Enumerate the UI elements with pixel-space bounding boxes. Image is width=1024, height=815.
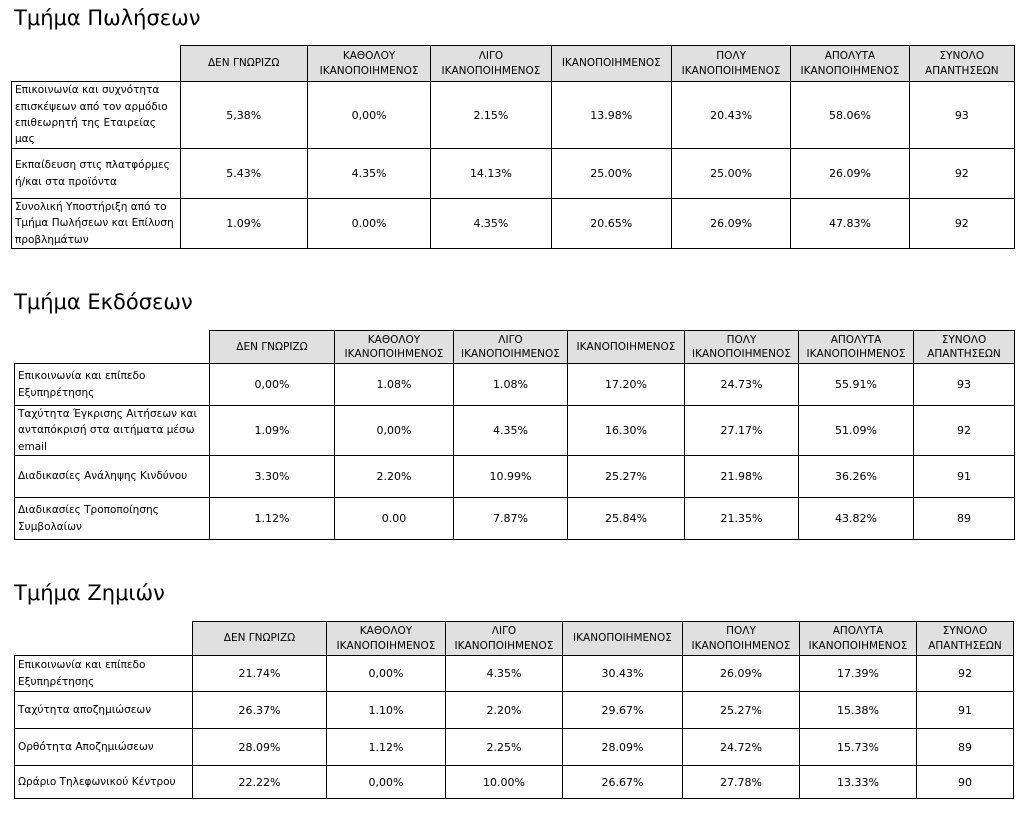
value-cell: 55.91%: [799, 364, 914, 406]
row-label: Διαδικασίες Τροποποίησης Συμβολαίων: [15, 498, 210, 540]
table-row: [12, 82, 1015, 149]
value-cell: 24.73%: [685, 364, 799, 406]
table-row: [15, 766, 1014, 799]
value-cell: 1.10%: [327, 692, 446, 729]
value-cell: 0,00%: [327, 766, 446, 799]
table-row: [15, 498, 1015, 540]
value-cell: 1.08%: [335, 364, 454, 406]
column-header: ΔΕΝ ΓΝΩΡΙΖΩ: [193, 622, 327, 656]
row-label: Επικοινωνία και επίπεδο Εξυπηρέτησης: [15, 364, 210, 406]
row-label: Ωράριο Τηλεφωνικού Κέντρου: [15, 766, 193, 799]
value-cell: 1.08%: [454, 364, 568, 406]
row-label: Ταχύτητα αποζημιώσεων: [15, 692, 193, 729]
value-cell: 0.00%: [307, 199, 430, 249]
table-header-row: [15, 331, 1015, 364]
claims-table: [14, 621, 1014, 799]
value-cell: 26.09%: [683, 656, 800, 692]
section-title-sales: Τμήμα Πωλήσεων: [14, 6, 201, 30]
table-row: [15, 656, 1014, 692]
value-cell: 17.20%: [568, 364, 685, 406]
total-cell: 92: [914, 406, 1015, 456]
value-cell: 0,00%: [210, 364, 335, 406]
total-cell: 92: [909, 199, 1014, 249]
value-cell: 1.12%: [210, 498, 335, 540]
column-header: ΚΑΘΟΛΟΥ ΙΚΑΝΟΠΟΙΗΜΕΝΟΣ: [335, 331, 454, 364]
row-label: Εκπαίδευση στις πλατφόρμες ή/και στα προϊόντα: [12, 149, 181, 199]
total-cell: 91: [917, 692, 1014, 729]
column-header: ΣΥΝΟΛΟ ΑΠΑΝΤΗΣΕΩΝ: [917, 622, 1014, 656]
value-cell: 13.98%: [551, 82, 671, 149]
value-cell: 1.09%: [210, 406, 335, 456]
value-cell: 2.20%: [335, 456, 454, 498]
column-header: ΚΑΘΟΛΟΥ ΙΚΑΝΟΠΟΙΗΜΕΝΟΣ: [307, 46, 430, 82]
value-cell: 13.33%: [800, 766, 917, 799]
value-cell: 43.82%: [799, 498, 914, 540]
total-cell: 89: [917, 729, 1014, 766]
header-corner: [15, 331, 210, 364]
value-cell: 36.26%: [799, 456, 914, 498]
column-header: ΑΠΟΛΥΤΑ ΙΚΑΝΟΠΟΙΗΜΕΝΟΣ: [791, 46, 909, 82]
value-cell: 2.15%: [431, 82, 551, 149]
total-cell: 91: [914, 456, 1015, 498]
value-cell: 26.09%: [791, 149, 909, 199]
value-cell: 26.09%: [671, 199, 790, 249]
column-header: ΛΙΓΟ ΙΚΑΝΟΠΟΙΗΜΕΝΟΣ: [454, 331, 568, 364]
section-title-issuance: Τμήμα Εκδόσεων: [14, 290, 193, 314]
value-cell: 1.12%: [327, 729, 446, 766]
value-cell: 20.43%: [671, 82, 790, 149]
value-cell: 51.09%: [799, 406, 914, 456]
value-cell: 29.67%: [563, 692, 683, 729]
column-header: ΣΥΝΟΛΟ ΑΠΑΝΤΗΣΕΩΝ: [914, 331, 1015, 364]
table-row: [12, 199, 1015, 249]
value-cell: 10.00%: [446, 766, 563, 799]
value-cell: 4.35%: [454, 406, 568, 456]
column-header: ΛΙΓΟ ΙΚΑΝΟΠΟΙΗΜΕΝΟΣ: [431, 46, 551, 82]
table-row: [12, 149, 1015, 199]
value-cell: 14.13%: [431, 149, 551, 199]
value-cell: 16.30%: [568, 406, 685, 456]
value-cell: 3.30%: [210, 456, 335, 498]
value-cell: 58.06%: [791, 82, 909, 149]
column-header: ΑΠΟΛΥΤΑ ΙΚΑΝΟΠΟΙΗΜΕΝΟΣ: [799, 331, 914, 364]
column-header: ΣΥΝΟΛΟ ΑΠΑΝΤΗΣΕΩΝ: [909, 46, 1014, 82]
value-cell: 5.43%: [180, 149, 307, 199]
column-header: ΔΕΝ ΓΝΩΡΙΖΩ: [180, 46, 307, 82]
column-header: ΠΟΛΥ ΙΚΑΝΟΠΟΙΗΜΕΝΟΣ: [671, 46, 790, 82]
value-cell: 0.00: [335, 498, 454, 540]
value-cell: 1.09%: [180, 199, 307, 249]
value-cell: 15.73%: [800, 729, 917, 766]
value-cell: 5,38%: [180, 82, 307, 149]
table-row: [15, 364, 1015, 406]
value-cell: 47.83%: [791, 199, 909, 249]
value-cell: 25.00%: [671, 149, 790, 199]
value-cell: 25.27%: [568, 456, 685, 498]
value-cell: 7.87%: [454, 498, 568, 540]
row-label: Συνολική Υποστήριξη από το Τμήμα Πωλήσεων και Επίλυση προβλημάτων: [12, 199, 181, 249]
column-header: ΙΚΑΝΟΠΟΙΗΜΕΝΟΣ: [563, 622, 683, 656]
total-cell: 92: [917, 656, 1014, 692]
table-header-row: [15, 622, 1014, 656]
header-corner: [12, 46, 181, 82]
issuance-table: [14, 330, 1015, 540]
column-header: ΛΙΓΟ ΙΚΑΝΟΠΟΙΗΜΕΝΟΣ: [446, 622, 563, 656]
value-cell: 15.38%: [800, 692, 917, 729]
column-header: ΔΕΝ ΓΝΩΡΙΖΩ: [210, 331, 335, 364]
row-label: Ορθότητα Αποζημιώσεων: [15, 729, 193, 766]
column-header: ΑΠΟΛΥΤΑ ΙΚΑΝΟΠΟΙΗΜΕΝΟΣ: [800, 622, 917, 656]
column-header: ΚΑΘΟΛΟΥ ΙΚΑΝΟΠΟΙΗΜΕΝΟΣ: [327, 622, 446, 656]
column-header: ΙΚΑΝΟΠΟΙΗΜΕΝΟΣ: [568, 331, 685, 364]
total-cell: 93: [909, 82, 1014, 149]
value-cell: 4.35%: [446, 656, 563, 692]
row-label: Επικοινωνία και επίπεδο Εξυπηρέτησης: [15, 656, 193, 692]
value-cell: 17.39%: [800, 656, 917, 692]
value-cell: 25.84%: [568, 498, 685, 540]
value-cell: 27.78%: [683, 766, 800, 799]
table-row: [15, 406, 1015, 456]
value-cell: 26.37%: [193, 692, 327, 729]
column-header: ΠΟΛΥ ΙΚΑΝΟΠΟΙΗΜΕΝΟΣ: [683, 622, 800, 656]
value-cell: 27.17%: [685, 406, 799, 456]
row-label: Ταχύτητα Έγκρισης Αιτήσεων και ανταπόκρισή στα αιτήματα μέσω email: [15, 406, 210, 456]
value-cell: 10.99%: [454, 456, 568, 498]
total-cell: 89: [914, 498, 1015, 540]
row-label: Επικοινωνία και συχνότητα επισκέψεων από τον αρμόδιο επιθεωρητή της Εταιρείας μας: [12, 82, 181, 149]
value-cell: 22.22%: [193, 766, 327, 799]
column-header: ΙΚΑΝΟΠΟΙΗΜΕΝΟΣ: [551, 46, 671, 82]
section-title-claims: Τμήμα Ζημιών: [14, 581, 165, 605]
table-row: [15, 692, 1014, 729]
header-corner: [15, 622, 193, 656]
total-cell: 90: [917, 766, 1014, 799]
value-cell: 25.00%: [551, 149, 671, 199]
total-cell: 92: [909, 149, 1014, 199]
value-cell: 28.09%: [193, 729, 327, 766]
table-row: [15, 456, 1015, 498]
total-cell: 93: [914, 364, 1015, 406]
value-cell: 2.25%: [446, 729, 563, 766]
value-cell: 2.20%: [446, 692, 563, 729]
table-header-row: [12, 46, 1015, 82]
table-row: [15, 729, 1014, 766]
value-cell: 21.98%: [685, 456, 799, 498]
value-cell: 21.35%: [685, 498, 799, 540]
column-header: ΠΟΛΥ ΙΚΑΝΟΠΟΙΗΜΕΝΟΣ: [685, 331, 799, 364]
value-cell: 4.35%: [431, 199, 551, 249]
value-cell: 30.43%: [563, 656, 683, 692]
row-label: Διαδικασίες Ανάληψης Κινδύνου: [15, 456, 210, 498]
value-cell: 0,00%: [335, 406, 454, 456]
value-cell: 24.72%: [683, 729, 800, 766]
value-cell: 4.35%: [307, 149, 430, 199]
value-cell: 28.09%: [563, 729, 683, 766]
value-cell: 20.65%: [551, 199, 671, 249]
sales-table: [11, 45, 1015, 249]
value-cell: 0,00%: [307, 82, 430, 149]
value-cell: 26.67%: [563, 766, 683, 799]
value-cell: 0,00%: [327, 656, 446, 692]
value-cell: 25.27%: [683, 692, 800, 729]
value-cell: 21.74%: [193, 656, 327, 692]
